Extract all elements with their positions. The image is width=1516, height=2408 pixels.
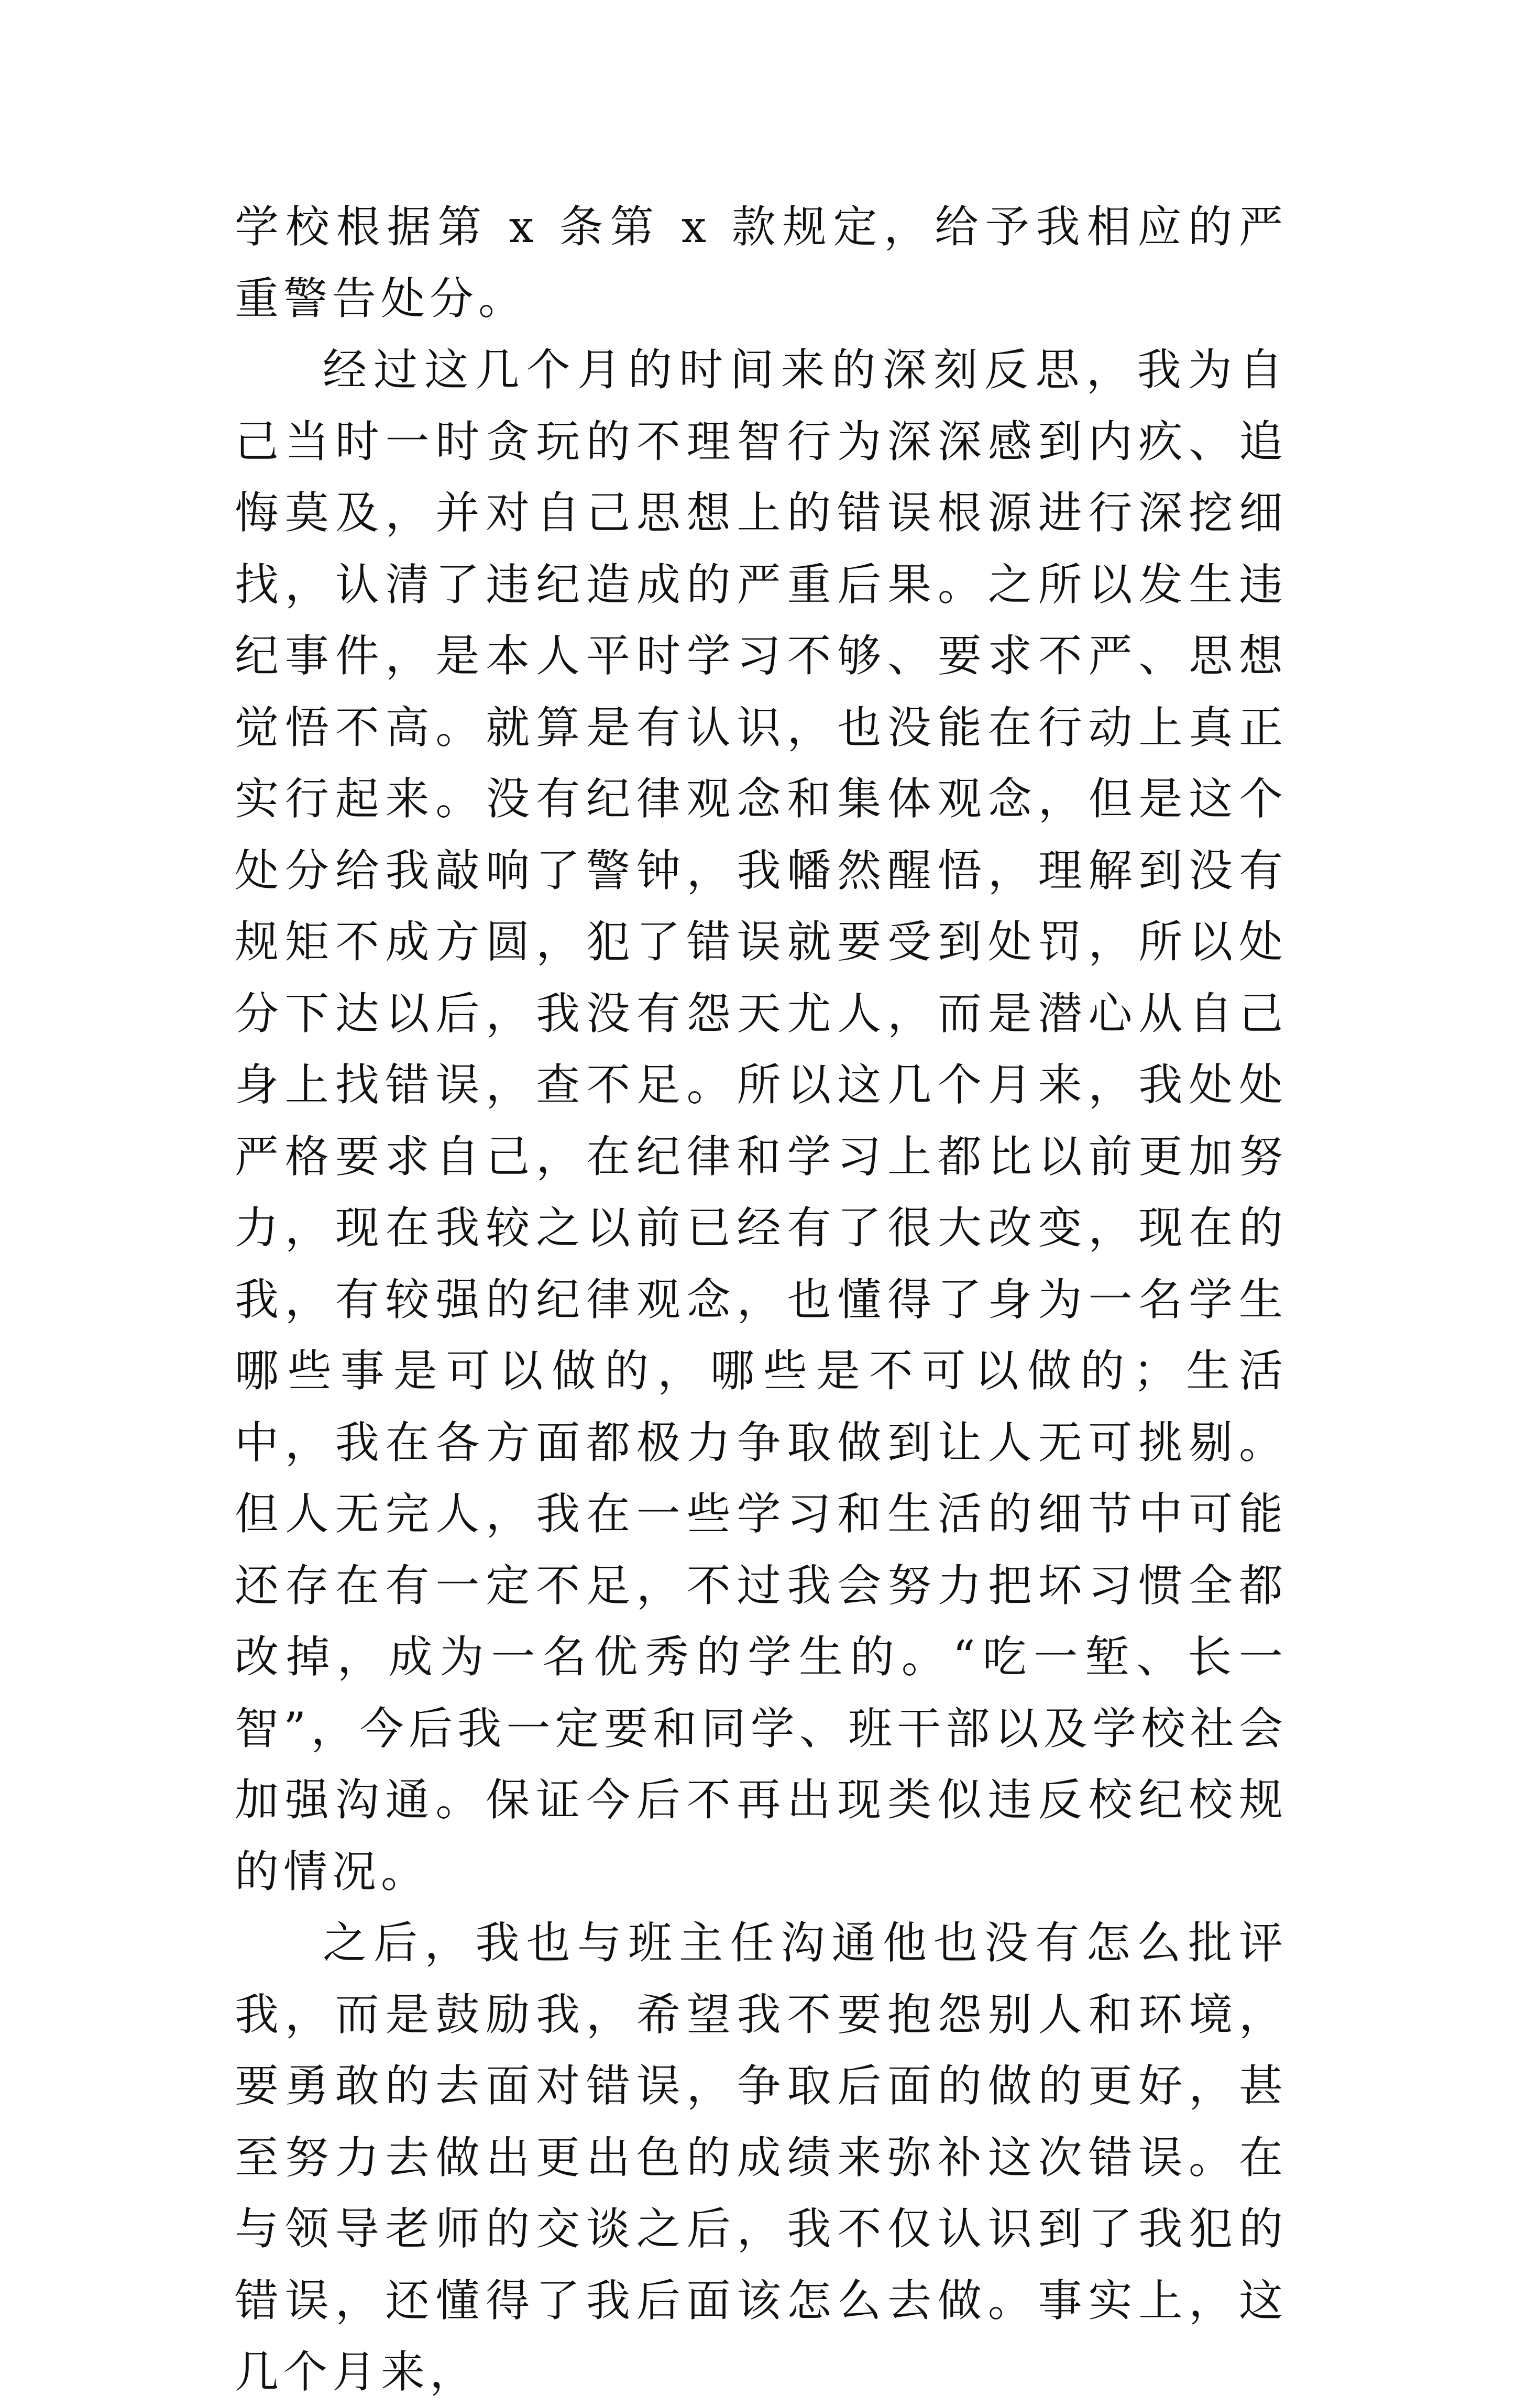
paragraph-3: 之后，我也与班主任沟通他也没有怎么批评我，而是鼓励我，希望我不要抱怨别人和环境，要勇敢的去面对错误，争取后面的做的更好，甚至努力去做出更出色的成绩来弥补这次错误。在与领导老师的交谈之后，我不仅认识到了我犯的错误，还懂得了我后面该怎么去做。事实上，这几个月来， [235, 1917, 1288, 2398]
paragraph-1: 学校根据第 x 条第 x 款规定，给予我相应的严重警告处分。 [235, 201, 1288, 324]
document-body [235, 191, 1288, 2408]
paragraph-2: 经过这几个月的时间来的深刻反思，我为自己当时一时贪玩的不理智行为深深感到内疚、追悔莫及，并对自己思想上的错误根源进行深挖细找，认清了违纪造成的严重后果。之所以发生违纪事件，是本人平时学习不够、要求不严、思想觉悟不高。就算是有认识，也没能在行动上真正实行起来。没有纪律观念和集体观念，但是这个处分给我敲响了警钟，我幡然醒悟，理解到没有规矩不成方圆，犯了错误就要受到处罚，所以处分下达以后，我没有怨天尤人，而是潜心从自己身上找错误，查不足。所以这几个月来，我处处严格要求自己，在纪律和学习上都比以前更加努力，现在我较之以前已经有了很大改变，现在的我，有较强的纪律观念，也懂得了身为一名学生哪些事是可以做的，哪些是不可以做的；生活中，我在各方面都极力争取做到让人无可挑剔。但人无完人，我在一些学习和生活的细节中可能还存在有一定不足，不过我会努力把坏习惯全都改掉，成为一名优秀的学生的。“吃一堑、长一智”，今后我一定要和同学、班干部以及学校社会加强沟通。保证今后不再出现类似违反校纪校规的情况。 [235, 344, 1288, 1897]
